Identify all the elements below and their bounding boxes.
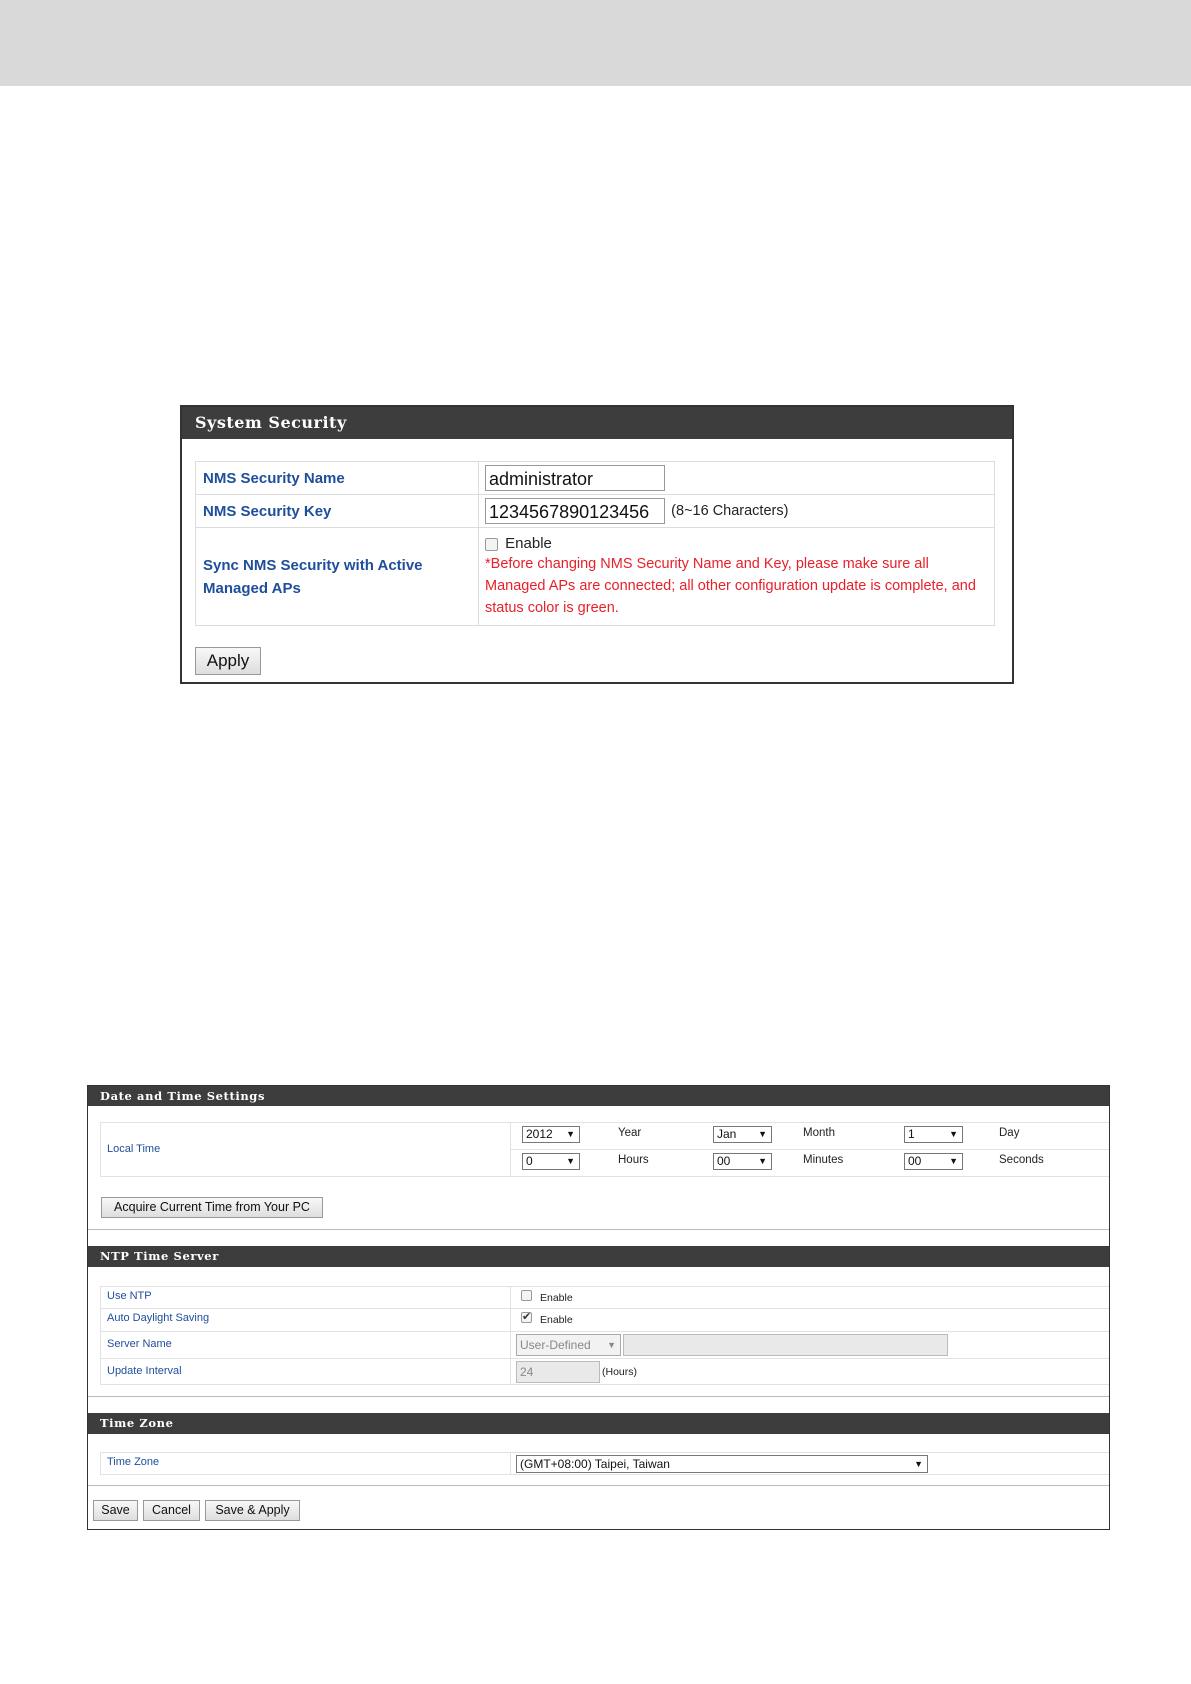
sync-nms-label-line2: Managed APs xyxy=(203,579,301,597)
sync-nms-enable-label: Enable xyxy=(505,535,552,552)
day-dropdown-arrow-icon: ▼ xyxy=(949,1129,958,1139)
system-security-panel xyxy=(180,405,1014,684)
time-zone-select[interactable]: (GMT+08:00) Taipei, Taiwan ▼ xyxy=(516,1455,928,1473)
seconds-label: Seconds xyxy=(999,1154,1044,1166)
nms-security-key-hint: (8~16 Characters) xyxy=(671,502,789,519)
hours-dropdown-arrow-icon: ▼ xyxy=(566,1156,575,1166)
system-security-table xyxy=(195,461,995,626)
date-time-panel xyxy=(87,1085,1110,1530)
auto-daylight-saving-label: Auto Daylight Saving xyxy=(107,1312,210,1324)
month-dropdown-arrow-icon: ▼ xyxy=(758,1129,767,1139)
ntp-time-server-title: NTP Time Server xyxy=(88,1246,1109,1267)
acquire-time-button[interactable]: Acquire Current Time from Your PC xyxy=(101,1197,323,1218)
update-interval-label: Update Interval xyxy=(107,1365,182,1377)
year-select[interactable]: 2012 ▼ xyxy=(522,1126,580,1143)
save-apply-button[interactable]: Save & Apply xyxy=(205,1500,300,1521)
server-name-input[interactable] xyxy=(623,1334,948,1356)
seconds-dropdown-arrow-icon: ▼ xyxy=(949,1156,958,1166)
page-top-bar xyxy=(0,0,1191,86)
hours-label: Hours xyxy=(618,1154,649,1166)
seconds-select[interactable]: 00 ▼ xyxy=(904,1153,963,1170)
minutes-select[interactable]: 00 ▼ xyxy=(713,1153,772,1170)
sync-warning-line1: *Before changing NMS Security Name and Key, please make sure all xyxy=(485,556,929,572)
time-zone-title: Time Zone xyxy=(88,1413,1109,1434)
sync-warning-line3: status color is green. xyxy=(485,600,619,616)
nms-security-name-label: NMS Security Name xyxy=(196,462,479,495)
system-security-title: System Security xyxy=(182,407,1012,439)
server-name-dropdown-arrow-icon: ▼ xyxy=(607,1340,616,1350)
month-label: Month xyxy=(803,1127,835,1139)
local-time-label: Local Time xyxy=(107,1143,161,1155)
sync-nms-enable-checkbox[interactable] xyxy=(485,538,498,551)
nms-security-name-input[interactable]: administrator xyxy=(485,465,665,491)
auto-daylight-saving-checkbox[interactable] xyxy=(521,1312,532,1323)
day-select[interactable]: 1 ▼ xyxy=(904,1126,963,1143)
save-button[interactable]: Save xyxy=(93,1500,138,1521)
nms-security-key-label: NMS Security Key xyxy=(196,495,479,528)
time-zone-label: Time Zone xyxy=(107,1456,160,1468)
use-ntp-label: Use NTP xyxy=(107,1290,152,1302)
day-label: Day xyxy=(999,1127,1020,1139)
sync-warning-line2: Managed APs are connected; all other configuration update is complete, and xyxy=(485,578,976,594)
nms-security-key-input[interactable]: 1234567890123456 xyxy=(485,498,665,524)
year-label: Year xyxy=(618,1127,642,1139)
minutes-label: Minutes xyxy=(803,1154,844,1166)
date-time-title: Date and Time Settings xyxy=(88,1086,1109,1106)
cancel-button[interactable]: Cancel xyxy=(143,1500,200,1521)
month-select[interactable]: Jan ▼ xyxy=(713,1126,772,1143)
hours-select[interactable]: 0 ▼ xyxy=(522,1153,580,1170)
sync-nms-label-line1: Sync NMS Security with Active xyxy=(203,556,423,574)
use-ntp-enable-label: Enable xyxy=(540,1292,573,1304)
use-ntp-checkbox[interactable] xyxy=(521,1290,532,1301)
server-name-select[interactable]: User-Defined ▼ xyxy=(516,1334,621,1356)
server-name-label: Server Name xyxy=(107,1338,172,1350)
update-interval-unit: (Hours) xyxy=(602,1366,638,1378)
apply-button[interactable]: Apply xyxy=(195,647,261,675)
year-dropdown-arrow-icon: ▼ xyxy=(566,1129,575,1139)
minutes-dropdown-arrow-icon: ▼ xyxy=(758,1156,767,1166)
update-interval-input[interactable]: 24 xyxy=(516,1361,600,1383)
time-zone-dropdown-arrow-icon: ▼ xyxy=(914,1459,923,1469)
auto-daylight-saving-enable-label: Enable xyxy=(540,1314,573,1326)
